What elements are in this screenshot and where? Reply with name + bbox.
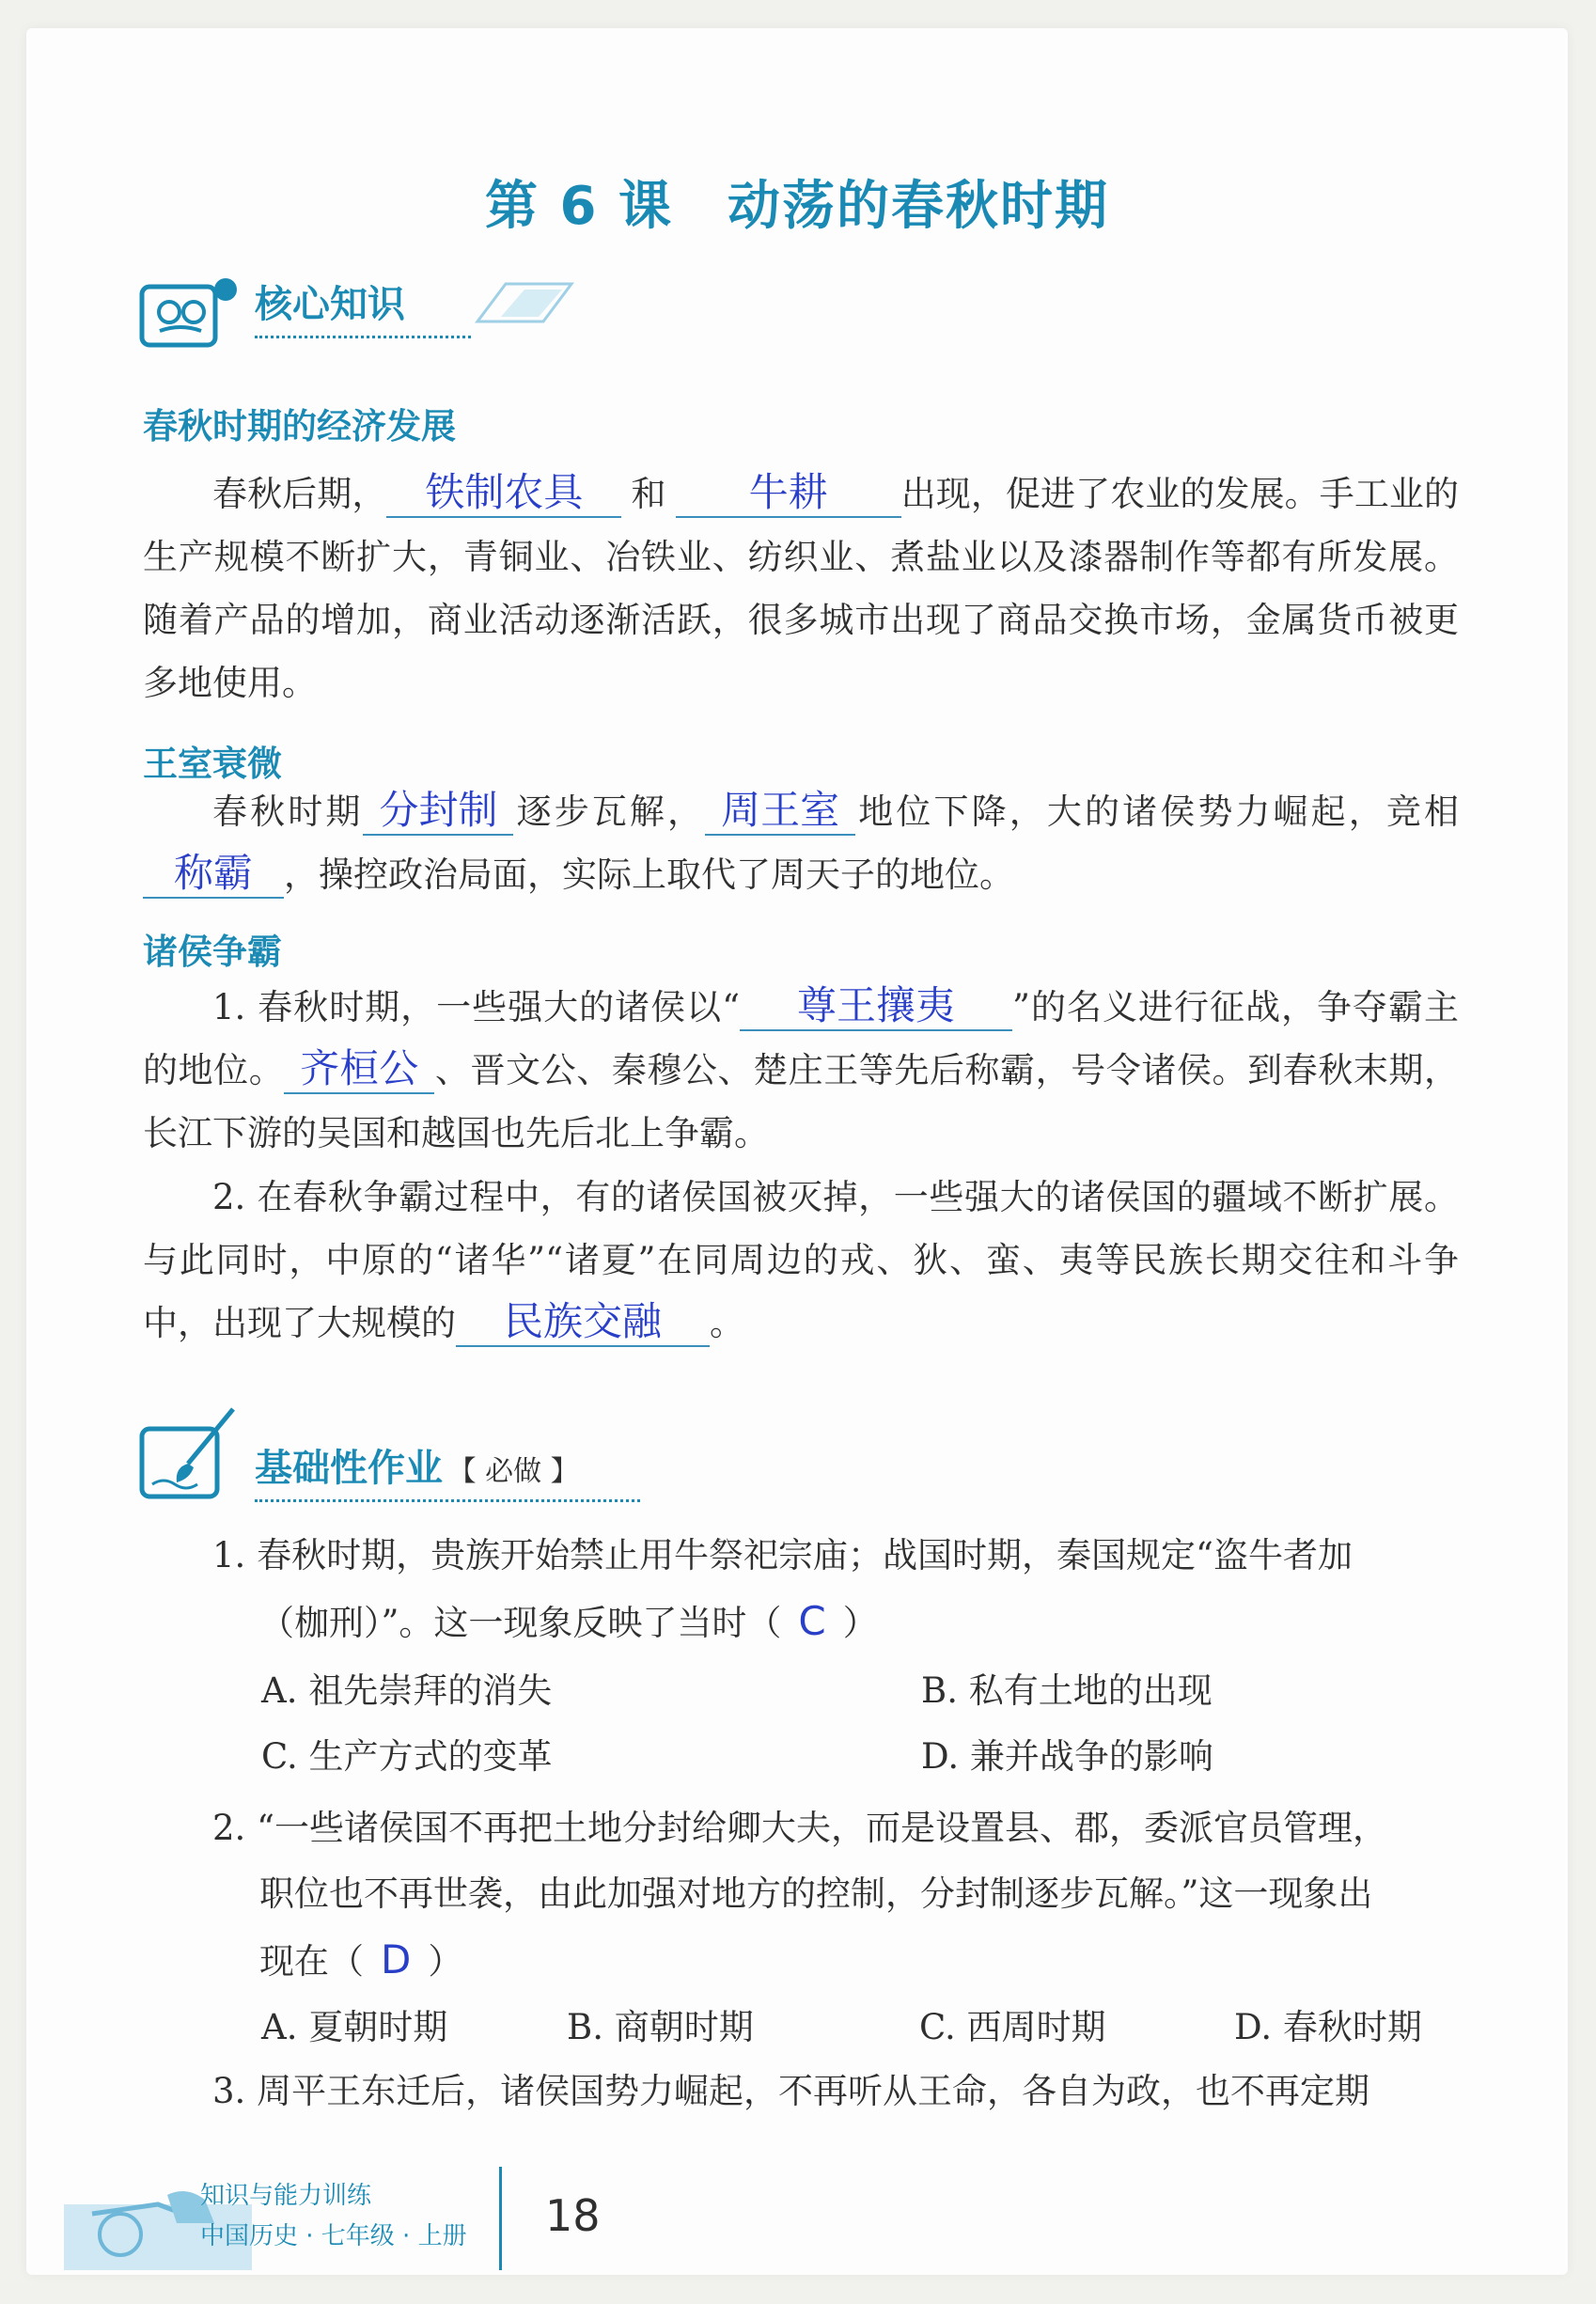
question-1-option-a: A. 祖先崇拜的消失 — [261, 1670, 553, 1711]
core-knowledge-decoration-icon — [468, 274, 581, 335]
question-2-answer: D — [381, 1936, 412, 1983]
hegemony-paragraph-1 — [143, 976, 1459, 1165]
question-2-option-a: A. 夏朝时期 — [261, 2007, 448, 2047]
answer-blank-hegemony: 称霸 — [143, 850, 284, 899]
question-2-stem-a: 2. “一些诸侯国不再把土地分封给卿大夫，而是设置县、郡，委派官员管理， — [212, 1808, 1387, 1848]
footer-divider — [499, 2167, 502, 2270]
question-1-stem-a: 1. 春秋时期，贵族开始禁止用牛祭祀宗庙；战国时期，秦国规定“盗牛者加 — [212, 1535, 1353, 1575]
answer-blank-qi-huan: 齐桓公 — [284, 1045, 434, 1094]
question-1-option-c: C. 生产方式的变革 — [261, 1736, 553, 1777]
answer-blank-zhou-royal: 周王室 — [705, 787, 855, 836]
hegemony-paragraph-2 — [143, 1166, 1459, 1355]
homework-heading — [255, 1438, 640, 1502]
question-2-option-b: B. 商朝时期 — [567, 2007, 754, 2047]
core-knowledge-heading: 核心知识 — [255, 274, 471, 338]
footer-series: 知识与能力训练 — [200, 2182, 372, 2210]
question-2-stem-c-line — [212, 1927, 1510, 1995]
decline-text-3: 地位下降，大的诸侯势力崛起，竞相 — [855, 792, 1460, 832]
question-1-stem-b-line — [212, 1589, 1500, 1656]
question-2-stem-c: 现在（ — [259, 1941, 364, 1982]
question-1-stem-b: （枷刑）”。这一现象反映了当时（ — [259, 1603, 782, 1643]
decline-text-2: 逐步瓦解， — [513, 792, 706, 832]
economy-text-3: 出现，促进了农业的发展。手工业的生产规模不断扩大，青铜业、冶铁业、纺织业、煮盐业以及漆器制作等都有所发展。随着产品的增加，商业活动逐渐活跃，很多城市出现了商品交换市场，金属货币被更多地使用。 — [143, 474, 1460, 703]
decline-text-4: ，操控政治局面，实际上取代了周天子的地位。 — [284, 854, 1014, 895]
section-title-decline: 王室衰微 — [143, 744, 282, 784]
hegemony-text-5: 。 — [710, 1303, 744, 1343]
question-3-stem-a: 3. 周平王东迁后，诸侯国势力崛起，不再听从王命，各自为政，也不再定期 — [212, 2071, 1370, 2111]
core-knowledge-icon — [139, 263, 252, 357]
question-2-stem-b: 职位也不再世袭，由此加强对地方的控制，分封制逐步瓦解。”这一现象出 — [259, 1873, 1373, 1914]
question-1-option-d: D. 兼并战争的影响 — [921, 1736, 1213, 1777]
hegemony-text-1: 1. 春秋时期，一些强大的诸侯以“ — [212, 987, 741, 1027]
answer-blank-fengjian: 分封制 — [363, 787, 513, 836]
decline-text-1: 春秋时期 — [212, 792, 364, 832]
section-title-hegemony: 诸侯争霸 — [143, 932, 282, 972]
decline-paragraph — [143, 780, 1459, 906]
question-2-close: ） — [428, 1941, 463, 1982]
question-1-answer: C — [798, 1598, 826, 1644]
question-2-option-c: C. 西周时期 — [919, 2007, 1106, 2047]
economy-text-2: 和 — [631, 474, 666, 514]
question-3 — [212, 2059, 1510, 2124]
hegemony-text-4: 2. 在春秋争霸过程中，有的诸侯国被灭掉，一些强大的诸侯国的疆域不断扩展。与此同时，中原的“诸华”“诸夏”在同周边的戎、狄、蛮、夷等民族长期交往和斗争中，出现了大规模的 — [143, 1177, 1459, 1343]
page-number: 18 — [545, 2190, 601, 2241]
homework-title: 基础性作业 — [255, 1447, 443, 1490]
question-1-option-b: B. 私有土地的出现 — [921, 1670, 1213, 1711]
economy-text-1: 春秋后期， — [212, 474, 387, 514]
page-title: 第 6 课 动荡的春秋时期 — [485, 176, 1109, 237]
homework-required-tag: 【 必做 】 — [447, 1455, 579, 1488]
brush-icon — [139, 1405, 252, 1509]
answer-blank-oxen: 牛耕 — [676, 469, 901, 518]
footer-book: 中国历史 · 七年级 · 上册 — [200, 2222, 467, 2250]
question-2-option-d: D. 春秋时期 — [1234, 2007, 1422, 2047]
page — [26, 28, 1568, 2275]
hegemony-text-3: 、晋文公、秦穆公、楚庄王等先后称霸，号令诸侯。到春秋末期，长江下游的吴国和越国也先后北上争霸。 — [143, 1050, 1460, 1153]
question-1 — [212, 1523, 1500, 1656]
economy-paragraph — [143, 462, 1459, 714]
answer-blank-zunwang: 尊王攘夷 — [740, 982, 1012, 1031]
section-title-economy: 春秋时期的经济发展 — [143, 406, 456, 447]
question-2 — [212, 1795, 1510, 1995]
question-1-close: ） — [842, 1603, 878, 1643]
answer-blank-iron-tools: 铁制农具 — [386, 469, 621, 518]
hegemony-text-2: ”的名义进行征战，争夺霸主的地位。 — [143, 987, 1459, 1090]
answer-blank-ethnic-fusion: 民族交融 — [456, 1298, 710, 1347]
